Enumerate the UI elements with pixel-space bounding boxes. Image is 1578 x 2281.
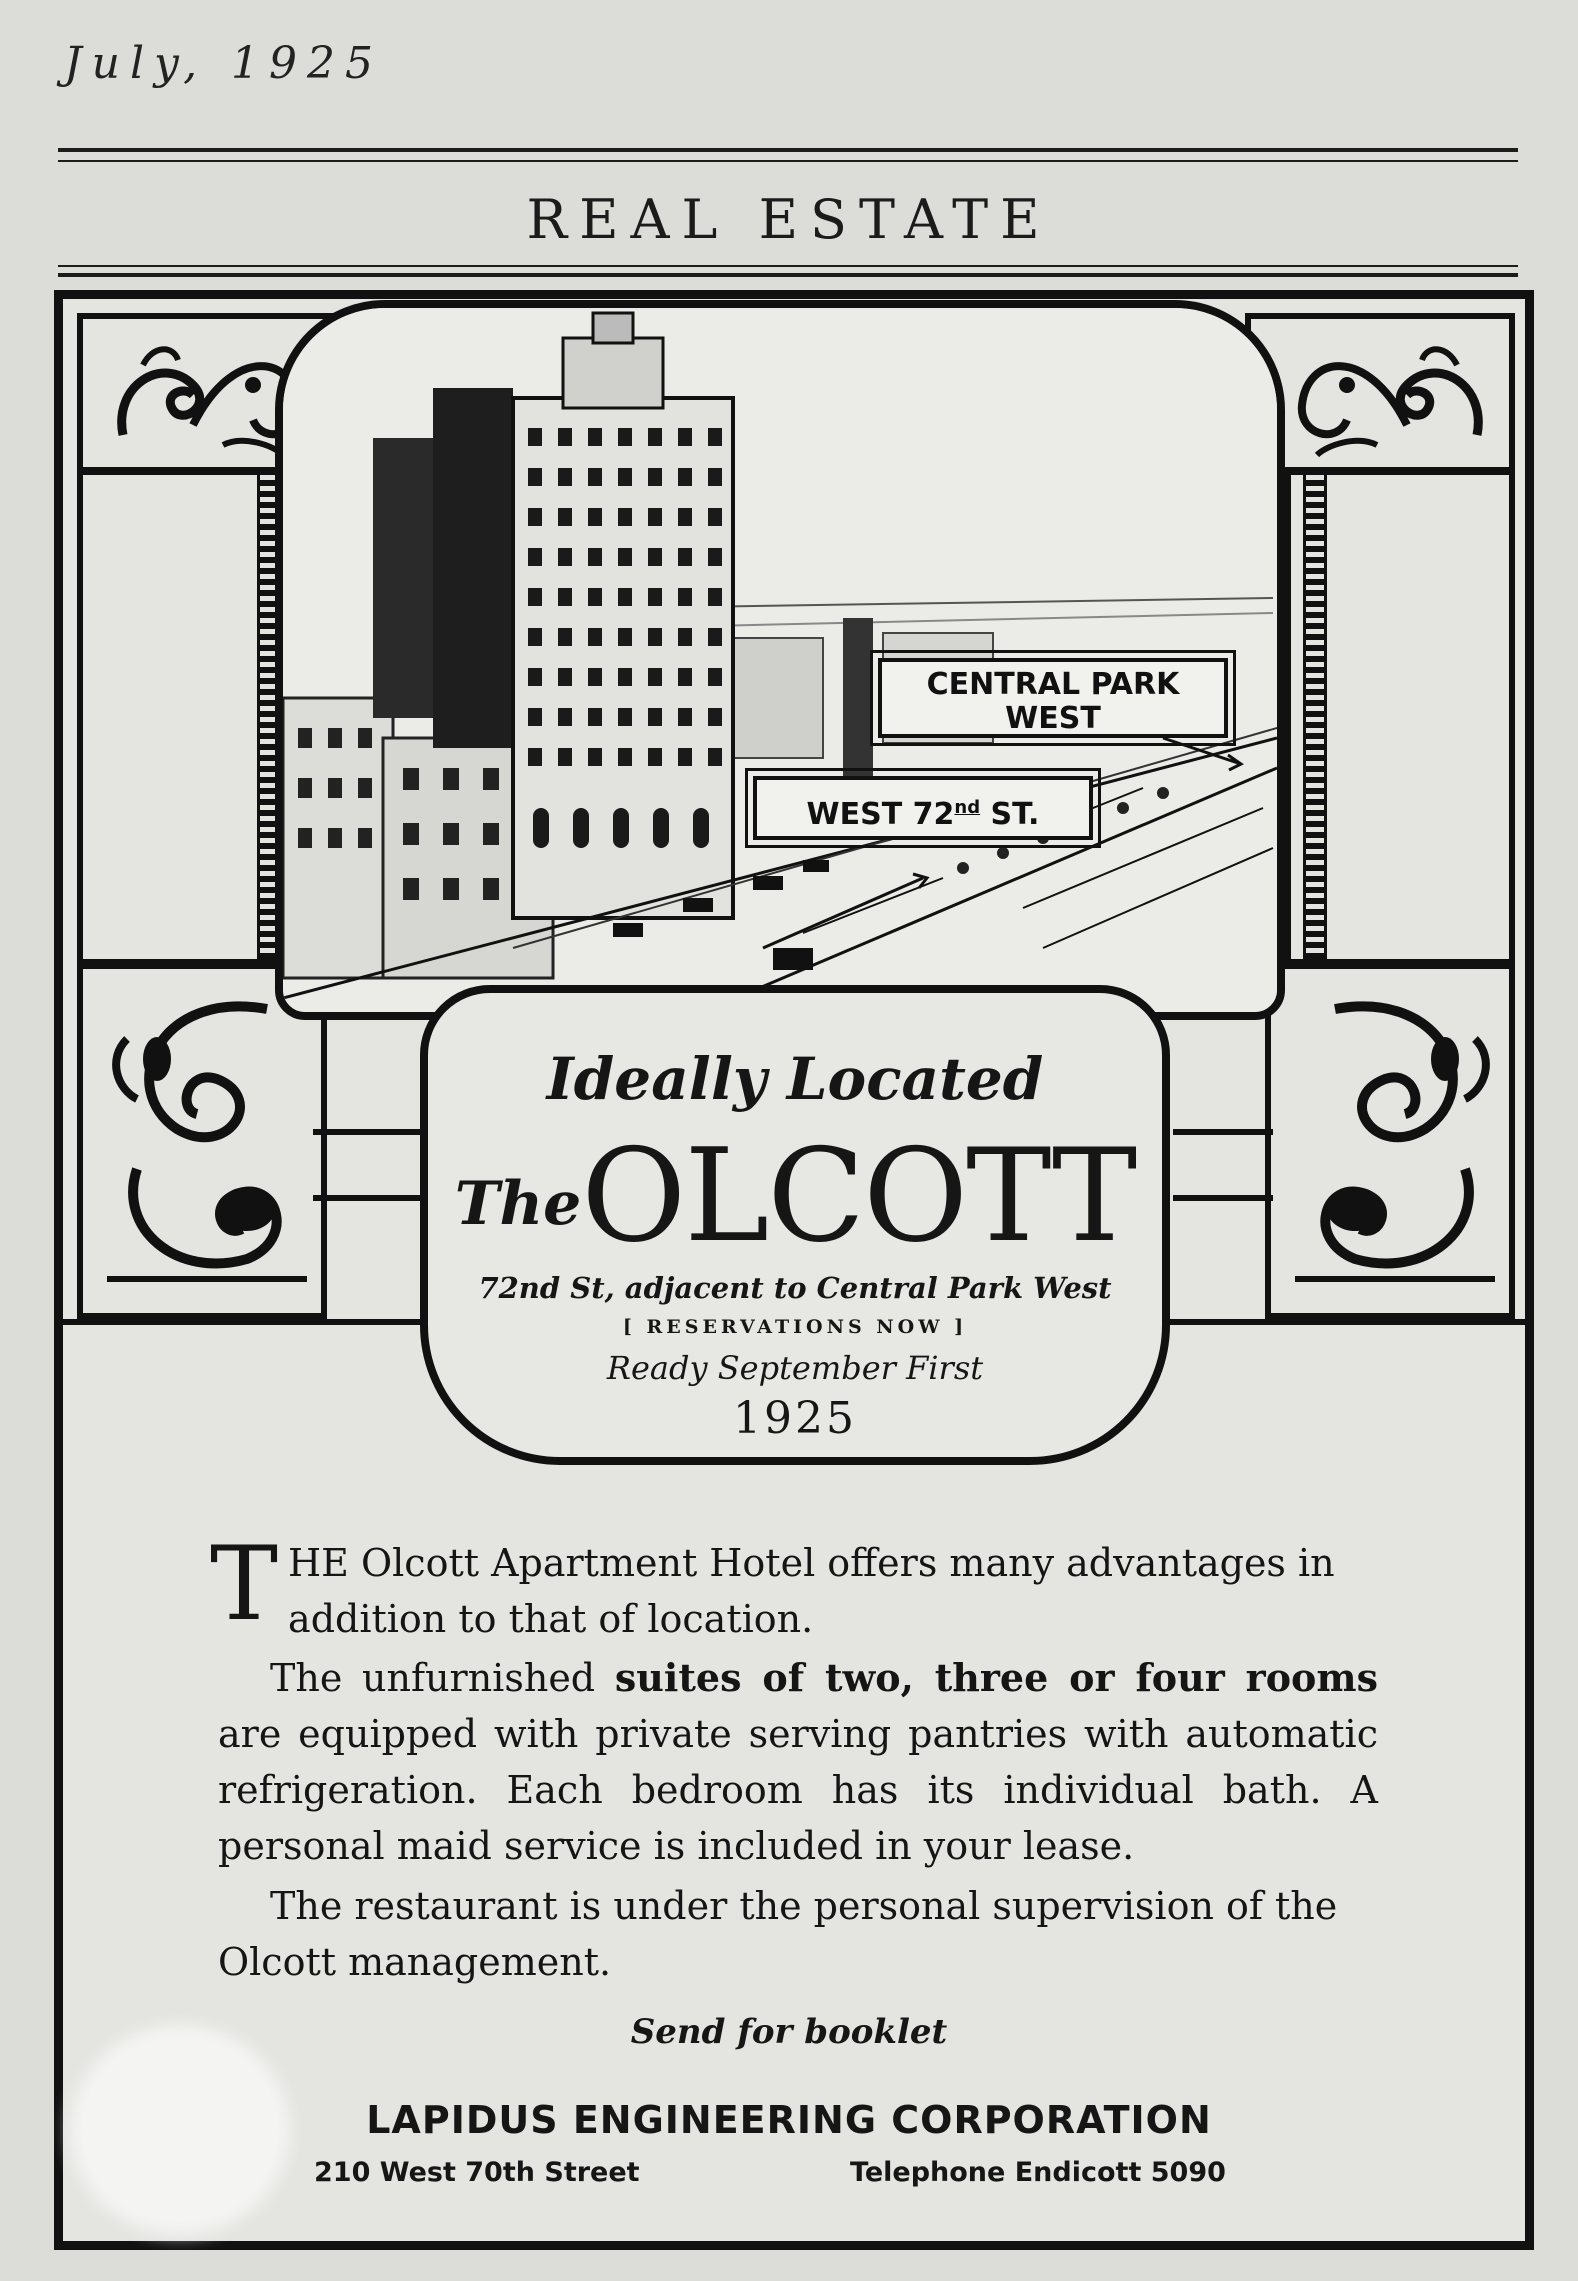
acanthus-scroll-icon xyxy=(97,979,317,1299)
header-rule-bottom-thin xyxy=(58,265,1518,267)
section-title: REAL ESTATE xyxy=(526,188,1052,251)
send-for-booklet: Send for booklet xyxy=(630,2012,948,2052)
company-name: LAPIDUS ENGINEERING CORPORATION xyxy=(366,2098,1212,2142)
ornament-panel-top-right xyxy=(1245,313,1515,473)
paragraph-suites-lead: The unfurnished xyxy=(270,1656,615,1700)
reservations-notice: [ RESERVATIONS NOW ] xyxy=(622,1316,968,1338)
paragraph-suites xyxy=(218,1650,1378,1874)
sign-park-line2: WEST xyxy=(1005,701,1101,736)
ready-date: Ready September First xyxy=(606,1349,984,1387)
hotel-name-prefix: The xyxy=(454,1169,582,1239)
hotel-address: 72nd St, adjacent to Central Park West xyxy=(478,1271,1112,1305)
paper-stain xyxy=(70,2025,290,2235)
paragraph-restaurant: The restaurant is under the personal supervision of the Olcott management. xyxy=(218,1884,1338,1984)
company-street: 210 West 70th Street xyxy=(314,2157,640,2188)
dateline: July, 1925 xyxy=(64,38,384,89)
header-rule-bottom xyxy=(58,273,1518,277)
title-cartouche xyxy=(420,985,1170,1465)
paragraph-suites-bold: suites of two, three or four rooms xyxy=(614,1655,1378,1700)
sign-street-prefix: WEST 72 xyxy=(806,797,955,832)
paragraph-intro-text: HE Olcott Apartment Hotel offers many advantages in addition to that of location. xyxy=(288,1541,1335,1641)
paragraph-suites-rest: are equipped with private serving pantries with automatic refrigeration. Each bedroom has its individual bath. A personal maid service is included in your lease. xyxy=(218,1712,1378,1868)
scroll-ornament-icon xyxy=(1287,325,1497,465)
company-telephone: Telephone Endicott 5090 xyxy=(850,2157,1226,2188)
acanthus-scroll-icon xyxy=(1285,979,1505,1299)
header-rule-top xyxy=(58,148,1518,152)
sign-west-72nd-st xyxy=(753,776,1093,840)
header-rule-top-thin xyxy=(58,160,1518,162)
drop-cap: T xyxy=(210,1525,279,1644)
hotel-name-main: OLCOTT xyxy=(581,1122,1136,1271)
sign-park-line1: CENTRAL PARK xyxy=(926,667,1180,702)
sign-street-sup: nd xyxy=(954,797,981,818)
paragraph-intro xyxy=(210,1525,1380,1647)
ready-year: 1925 xyxy=(733,1393,857,1444)
hotel-name xyxy=(428,1122,1162,1271)
hotel-illustration xyxy=(275,300,1285,1020)
ribbon-border-right xyxy=(1303,469,1327,969)
connector-band-right xyxy=(1173,1129,1273,1201)
sign-central-park-west xyxy=(878,658,1228,738)
ornament-panel-right xyxy=(1265,959,1515,1319)
headline: Ideally Located xyxy=(546,1045,1044,1113)
page-header xyxy=(0,0,1578,290)
sign-street-suffix: ST. xyxy=(990,797,1040,832)
